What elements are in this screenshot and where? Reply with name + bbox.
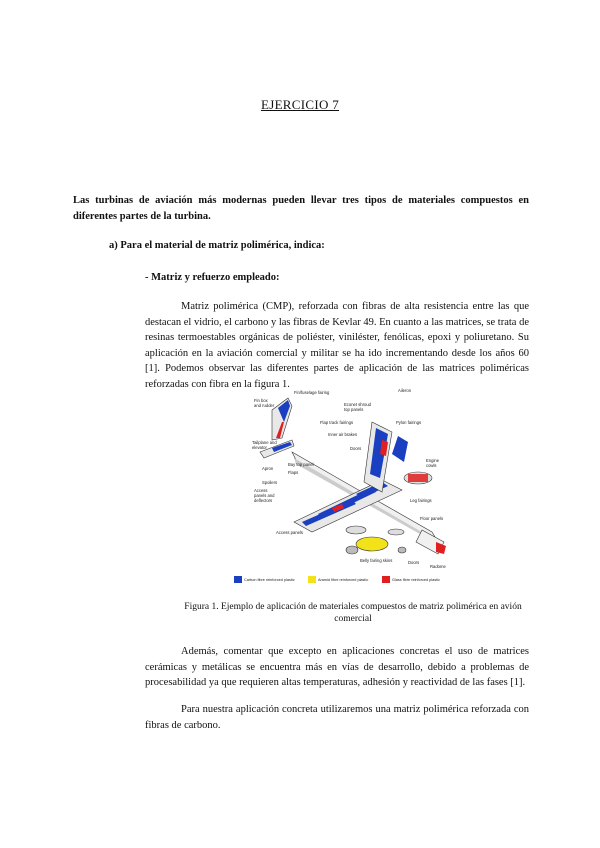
page-title: EJERCICIO 7 <box>260 97 340 112</box>
label-leg-fairings: Leg fairings <box>410 498 432 503</box>
label-fin-fuselage: Fin/fuselage fairing <box>294 390 330 395</box>
paragraph-2: Además, comentar que excepto en aplicaciones concretas el uso de matrices cerámicas y metálicas se encuentra más en vías de desarrollo, debido a problemas de procesabilidad ya que requieren altas temperaturas, adhesión y reactividad de las fases [1]. <box>145 646 529 688</box>
aircraft-composites-figure <box>232 382 456 592</box>
label-belly-fairing: Belly fairing skins <box>360 558 393 563</box>
legend-swatch-glass <box>382 576 390 583</box>
label-spoilers: Spoilers <box>262 480 278 485</box>
label-radome: Radome <box>430 564 446 569</box>
figure-caption: Figura 1. Ejemplo de aplicación de materiales compuestos de matriz polimérica en avión comercial <box>184 602 522 624</box>
label-access-panels: Access panels <box>276 530 303 535</box>
paragraph-3: Para nuestra aplicación concreta utilizaremos una matriz polimérica reforzada con fibras de carbono. <box>145 704 529 731</box>
subquestion-heading: - Matriz y refuerzo empleado: <box>145 272 280 283</box>
label-elevator: elevator <box>252 445 267 450</box>
label-bay-top-panel: Bay top panel <box>288 462 314 467</box>
label-floor-panels: Floor panels <box>420 516 444 521</box>
legend-swatch-aramid <box>308 576 316 583</box>
label-engine: Engine <box>426 458 440 463</box>
question-a: a) Para el material de matriz polimérica, indica: <box>109 240 325 251</box>
label-doors-low: Doors <box>408 560 420 565</box>
label-deflectors: deflectors <box>254 498 273 503</box>
figure-legend <box>234 576 440 583</box>
label-fin-box: Fin box <box>254 398 268 403</box>
label-flaps: Flaps <box>288 470 299 475</box>
label-pylon-fairings: Pylon fairings <box>396 420 422 425</box>
label-flap-track: Flap track fairings <box>320 420 354 425</box>
legend-label-aramid: Aramid fibre reinforced plastic <box>318 578 369 582</box>
label-doors: Doors <box>350 446 362 451</box>
paragraph-1: Matriz polimérica (CMP), reforzada con fibras de alta resistencia entre las que destacan el vidrio, el carbono y las fibras de Kevlar 49. En cuanto a las matrices, se trata de resinas termoestables orgánicas de poliéster, viniléster, fenólicas, epoxi y poliuretano. Su aplicación en la aviación comercial y militar se ha ido incrementando desde los años 60 [1]. Podemos observar las diferentes partes de aplicación de las matrices poliméricas reforzadas con fibra en la figura 1. <box>145 301 529 390</box>
legend-label-glass: Glass fibre reinforced plastic <box>392 578 440 582</box>
intro-statement: Las turbinas de aviación más modernas pueden llevar tres tipos de materiales compuestos en diferentes partes de la turbina. <box>73 195 529 222</box>
label-inner-air-brakes: Inner air brakes <box>328 432 358 437</box>
wing-illustration <box>294 422 402 532</box>
label-access: Access <box>254 488 268 493</box>
legend-swatch-carbon <box>234 576 242 583</box>
label-aileron: Aileron <box>398 388 412 393</box>
label-apron: Apron <box>262 466 274 471</box>
label-top-panels: top panels <box>344 407 364 412</box>
legend-label-carbon: Carbon fibre reinforced plastic <box>244 578 295 582</box>
label-econet-shroud: Econet shroud <box>344 402 372 407</box>
label-and-rudder: and rudder <box>254 403 275 408</box>
label-tailplane: Tailplane and <box>252 440 277 445</box>
label-cowls: cowls <box>426 463 437 468</box>
label-panels-and: panels and <box>254 493 275 498</box>
